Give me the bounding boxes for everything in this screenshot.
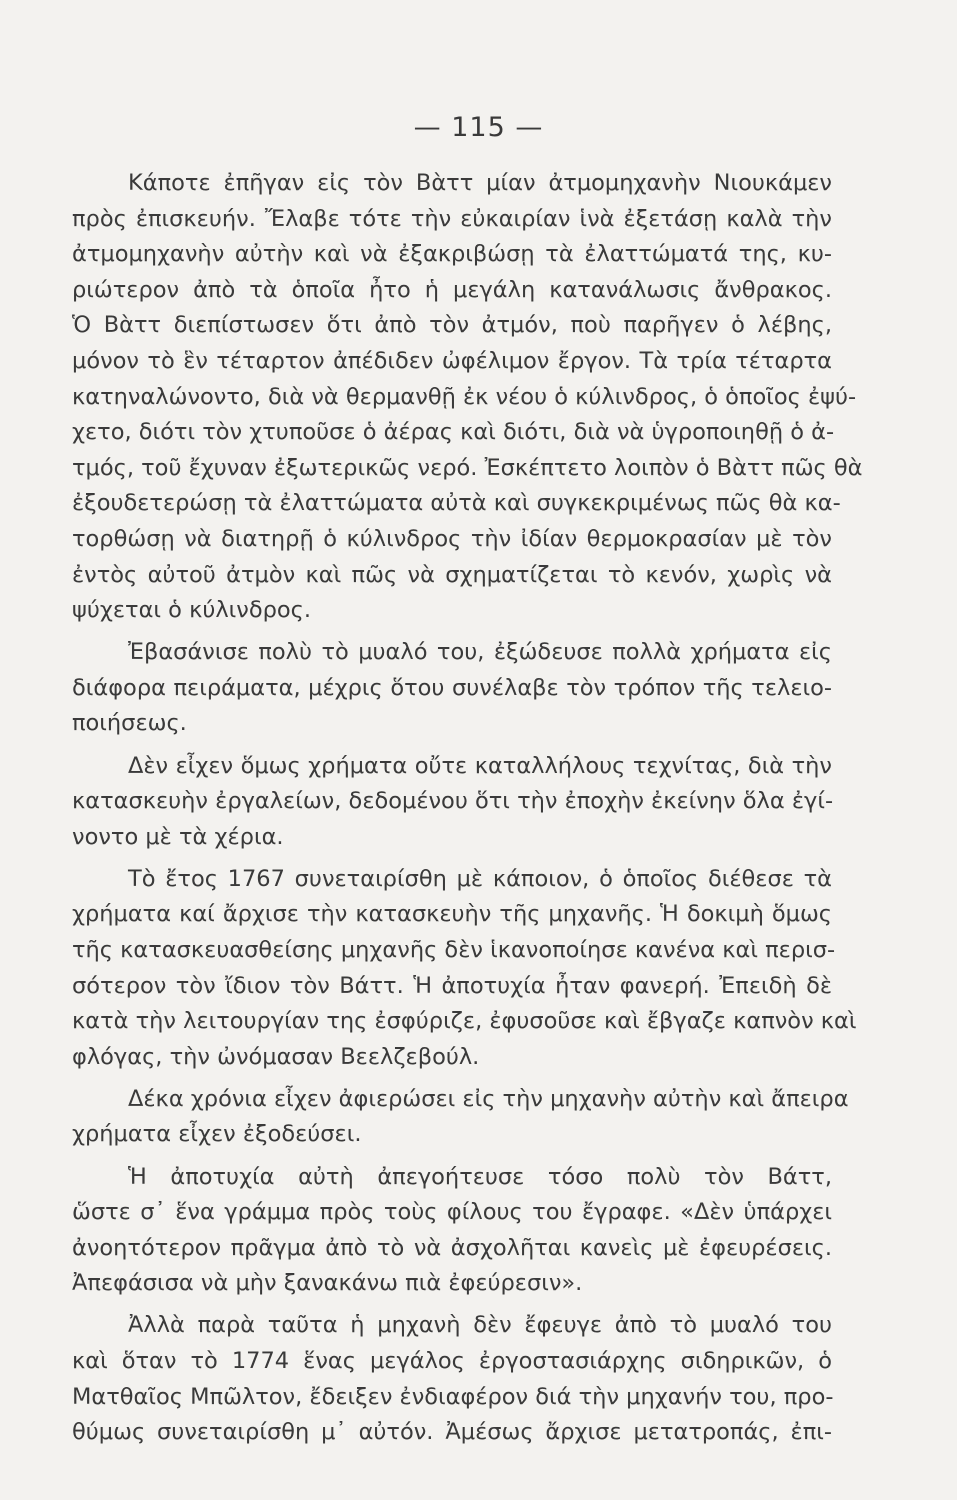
text-line: Κάποτε ἐπῆγαν εἰς τὸν Βὰττ μίαν ἀτμομηχανὴν Νιουκάμεν [128,170,832,196]
paragraph [72,1308,832,1450]
text-line: Δέκα χρόνια εἶχεν ἀφιερώσει εἰς τὴν μηχανὴν αὐτὴν καὶ ἄπειρα [128,1085,849,1112]
text-line: Ἐβασάνισε πολὺ τὸ μυαλό του, ἐξώδευσε πολλὰ χρήματα εἰς [128,639,832,666]
text-line: μόνον τὸ ἓν τέταρτον ἀπέδιδεν ὠφέλιμον ἔργον. Τὰ τρία τέταρτα [72,347,832,374]
text-line: Ὁ Βὰττ διεπίστωσεν ὅτι ἀπὸ τὸν ἀτμόν, ποὺ παρῆγεν ὁ λέβης, [72,312,832,339]
text-line: Ἀπεφάσισα νὰ μὴν ξανακάνω πιὰ ἐφεύρεσιν». [72,1270,583,1297]
text-line: χετο, διότι τὸν χτυποῦσε ὁ ἀέρας καὶ διότι, διὰ νὰ ὑγροποιηθῇ ὁ ἀ- [72,419,835,446]
text-line: Ἡ ἀποτυχία αὐτὴ ἀπεγοήτευσε τόσο πολὺ τὸν Βάττ, [128,1163,832,1190]
text-line: σότερον τὸν ἴδιον τὸν Βάττ. Ἡ ἀποτυχία ἦταν φανερή. Ἐπειδὴ δὲ [72,972,832,999]
text-line: ψύχεται ὁ κύλινδρος. [72,597,312,624]
text-line: πρὸς ἐπισκευήν. Ἔλαβε τότε τὴν εὐκαιρίαν ἱνὰ ἐξετάσῃ καλὰ τὴν [72,205,832,232]
text-line: χρήματα καί ἄρχισε τὴν κατασκευὴν τῆς μηχανῆς. Ἡ δοκιμὴ ὅμως [72,901,832,928]
paragraph [72,166,863,629]
text-line: ριώτερον ἀπὸ τὰ ὁποῖα ἦτο ἡ μεγάλη κατανάλωσις ἄνθρακος. [72,276,832,303]
text-line: κατηναλώνοντο, διὰ νὰ θερμανθῇ ἐκ νέου ὁ κύλινδρος, ὁ ὁποῖος ἐψύ- [72,383,857,410]
text-line: Ἀλλὰ παρὰ ταῦτα ἡ μηχανὴ δὲν ἔφευγε ἀπὸ τὸ μυαλό του [128,1312,832,1339]
paragraph [72,1082,849,1153]
paragraph [72,635,832,742]
text-line: τῆς κατασκευασθείσης μηχανῆς δὲν ἱκανοποίησε κανένα καὶ περισ- [72,936,836,963]
text-line: Ματθαῖος Μπῶλτον, ἔδειξεν ἐνδιαφέρον διά τὴν μηχανήν του, προ- [72,1383,834,1410]
text-line: Δὲν εἶχεν ὅμως χρήματα οὔτε καταλλήλους τεχνίτας, διὰ τὴν [128,752,832,779]
body-text [72,166,863,1457]
text-line: τμός, τοῦ ἔχυναν ἐξωτερικῶς νερό. Ἐσκέπτετο λοιπὸν ὁ Βὰττ πῶς θὰ [72,454,863,481]
paragraph [72,749,832,856]
text-line: Τὸ ἔτος 1767 συνεταιρίσθη μὲ κάποιον, ὁ ὁποῖος διέθεσε τὰ [128,865,832,892]
text-line: τορθώσῃ νὰ διατηρῇ ὁ κύλινδρος τὴν ἰδίαν θερμοκρασίαν μὲ τὸν [72,525,832,552]
text-line: νοντο μὲ τὰ χέρια. [72,823,284,850]
text-line: ἀτμομηχανὴν αὐτὴν καὶ νὰ ἐξακριβώσῃ τὰ ἐλαττώματά της, κυ- [72,241,832,268]
text-line: χρήματα εἶχεν ἐξοδεύσει. [72,1121,362,1148]
paragraph [72,862,857,1076]
text-line: ὥστε σ᾽ ἕνα γράμμα πρὸς τοὺς φίλους του ἔγραφε. «Δὲν ὑπάρχει [72,1199,832,1226]
text-line: κατὰ τὴν λειτουργίαν της ἐσφύριζε, ἐφυσοῦσε καὶ ἔβγαζε καπνὸν καὶ [72,1008,857,1035]
text-line: διάφορα πειράματα, μέχρις ὅτου συνέλαβε τὸν τρόπον τῆς τελειο- [72,674,832,701]
text-line: ἐξουδετερώσῃ τὰ ἐλαττώματα αὐτὰ καὶ συγκεκριμένως πῶς θὰ κα- [72,490,841,517]
text-line: ἀνοητότερον πρᾶγμα ἀπὸ τὸ νὰ ἀσχολῆται κανεὶς μὲ ἐφευρέσεις. [72,1234,832,1261]
page-number: — 115 — [413,112,544,143]
text-line: ἐντὸς αὐτοῦ ἀτμὸν καὶ πῶς νὰ σχηματίζεται τὸ κενόν, χωρὶς νὰ [72,561,832,588]
text-line: κατασκευὴν ἐργαλείων, δεδομένου ὅτι τὴν ἐποχὴν ἐκείνην ὅλα ἐγί- [72,788,834,815]
text-line: φλόγας, τὴν ὠνόμασαν Βεελζεβούλ. [72,1043,480,1070]
text-line: ποιήσεως. [72,710,187,737]
text-line: καὶ ὅταν τὸ 1774 ἕνας μεγάλος ἐργοστασιάρχης σιδηρικῶν, ὁ [72,1348,832,1374]
text-line: θύμως συνεταιρίσθη μ᾽ αὐτόν. Ἀμέσως ἄρχισε μετατροπάς, ἐπι- [72,1419,832,1446]
paragraph [72,1160,832,1302]
